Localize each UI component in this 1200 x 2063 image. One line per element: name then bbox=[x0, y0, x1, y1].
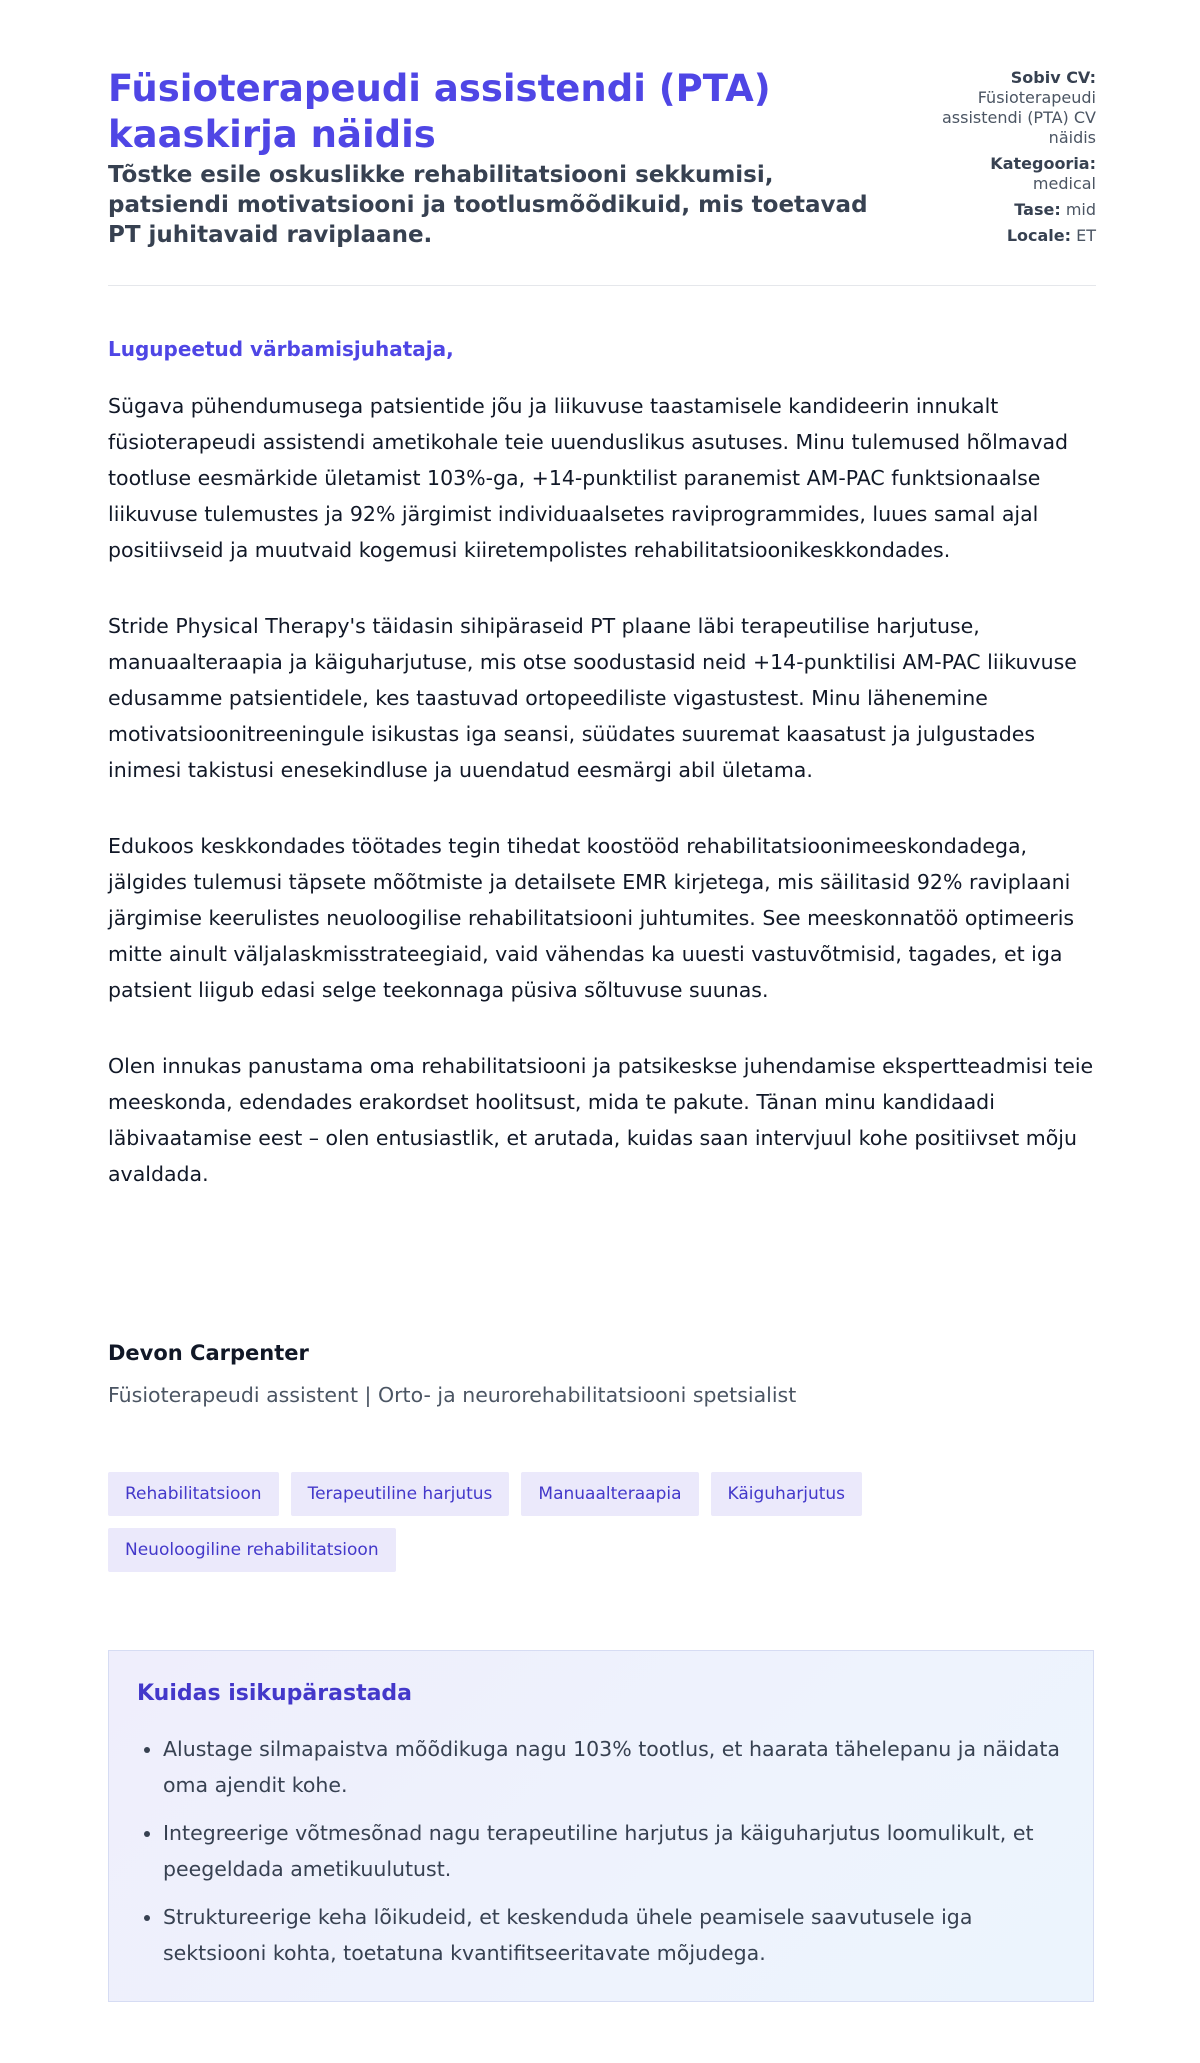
signature-block bbox=[108, 1338, 1096, 1410]
meta-cv bbox=[906, 68, 1096, 148]
meta-category bbox=[906, 154, 1096, 194]
skill-tag[interactable]: Terapeutiline harjutus bbox=[291, 1472, 510, 1516]
salutation: Lugupeetud värbamisjuhataja, bbox=[108, 337, 454, 361]
letter-paragraph: Edukoos keskkondades töötades tegin tihedat koostööd rehabilitatsioonimeeskondadega, jälgides tulemusi täpsete mõõtmiste ja detailsete EMR kirjetega, mis säilitasid 92% raviplaani järgimise keerulistes neuoloogilise rehabilitatsiooni juhtumites. See meeskonnatöö optimeeris mitte ainult väljalaskmisstrateegiaid, vaid vähendas ka uuesti vastuvõtmisid, tagades, et iga patsient liigub edasi selge teekonnaga püsiva sõltuvuse suunas. bbox=[108, 834, 1075, 1002]
letter-paragraph: Olen innukas panustama oma rehabilitatsiooni ja patsikeskse juhendamise ekspertteadmisi teie meeskonda, edendades erakordset hoolitsust, mida te pakute. Tänan minu kandidaadi läbivaatamise eest – olen entusiastlik, et arutada, kuidas saan intervjuul kohe positiivset mõju avaldada. bbox=[108, 1054, 1094, 1186]
tip-item: • Alustage silmapaistva mõõdikuga nagu 103% tootlus, et haarata tähelepanu ja näidata oma ajendit kohe. bbox=[163, 1731, 1065, 1803]
tips-title: Kuidas isikupärastada bbox=[137, 1681, 413, 1706]
skill-tag[interactable]: Neuoloogiline rehabilitatsioon bbox=[108, 1528, 396, 1572]
skill-tags bbox=[108, 1472, 1096, 1572]
meta-level bbox=[906, 200, 1096, 220]
skill-tag[interactable]: Rehabilitatsioon bbox=[108, 1472, 279, 1516]
page-title: Füsioterapeudi assistendi (PTA) kaaskirja näidis bbox=[108, 67, 771, 156]
tips-list bbox=[137, 1731, 1065, 1971]
meta-locale bbox=[906, 226, 1096, 246]
meta-level-value: mid bbox=[1065, 200, 1096, 219]
letter-paragraph: Stride Physical Therapy's täidasin sihipäraseid PT plaane läbi terapeutilise harjutuse, manuaalteraapia ja käiguharjutuse, mis otse soodustasid neid +14-punktilisi AM-PAC liikuvuse edusamme patsientidele, kes taastuvad ortopeediliste vigastustest. Minu lähenemine motivatsioonitreeningule isikustas iga seansi, süüdates suuremat kaasatust ja julgustades inimesi takistusi enesekindluse ja uuendatud eesmärgi abil ületama. bbox=[108, 614, 1077, 782]
page-subtitle: Tõstke esile oskuslikke rehabilitatsiooni sekkumisi, patsiendi motivatsiooni ja tootlusmõõdikuid, mis toetavad PT juhitavaid raviplaane. bbox=[108, 162, 868, 248]
letter-paragraph: Sügava pühendumusega patsientide jõu ja liikuvuse taastamisele kandideerin innukalt füsioterapeudi assistendi ametikohale teie uuenduslikus asutuses. Minu tulemused hõlmavad tootluse eesmärkide ületamist 103%-ga, +14-punktilist paranemist AM-PAC funktsionaalse liikuvuse tulemustes ja 92% järgimist individuaalsetes raviprogrammides, luues samal ajal positiivseid ja muutvaid kogemusi kiiretempolistes rehabilitatsioonikeskkondades. bbox=[108, 394, 1069, 562]
meta-level-label: Tase: bbox=[1014, 200, 1061, 219]
skill-tag[interactable]: Käiguharjutus bbox=[711, 1472, 863, 1516]
personalize-tips-box bbox=[108, 1650, 1094, 2002]
meta-locale-label: Locale: bbox=[1006, 226, 1072, 245]
meta-panel bbox=[906, 68, 1096, 252]
tip-item: • Struktureerige keha lõikudeid, et keskenduda ühele peamisele saavutusele iga sektsiooni kohta, toetatuna kvantifitseeritavate mõjudega. bbox=[163, 1899, 1065, 1971]
header-divider bbox=[108, 285, 1096, 286]
skill-tag[interactable]: Manuaalteraapia bbox=[521, 1472, 698, 1516]
meta-category-value: medical bbox=[1032, 174, 1096, 193]
letter-body bbox=[108, 334, 1096, 1232]
signature-name: Devon Carpenter bbox=[108, 1341, 309, 1365]
meta-locale-value: ET bbox=[1076, 226, 1096, 245]
meta-category-label: Kategooria: bbox=[990, 154, 1096, 173]
page-header bbox=[108, 66, 1096, 250]
meta-cv-label: Sobiv CV: bbox=[1010, 68, 1096, 87]
meta-cv-link[interactable]: Füsioterapeudi assistendi (PTA) CV näidis bbox=[941, 88, 1096, 147]
tip-item: • Integreerige võtmesõnad nagu terapeutiline harjutus ja käiguharjutus loomulikult, et peegeldada ametikuulutust. bbox=[163, 1815, 1065, 1887]
signature-role: Füsioterapeudi assistent | Orto- ja neurorehabilitatsiooni spetsialist bbox=[108, 1383, 797, 1407]
